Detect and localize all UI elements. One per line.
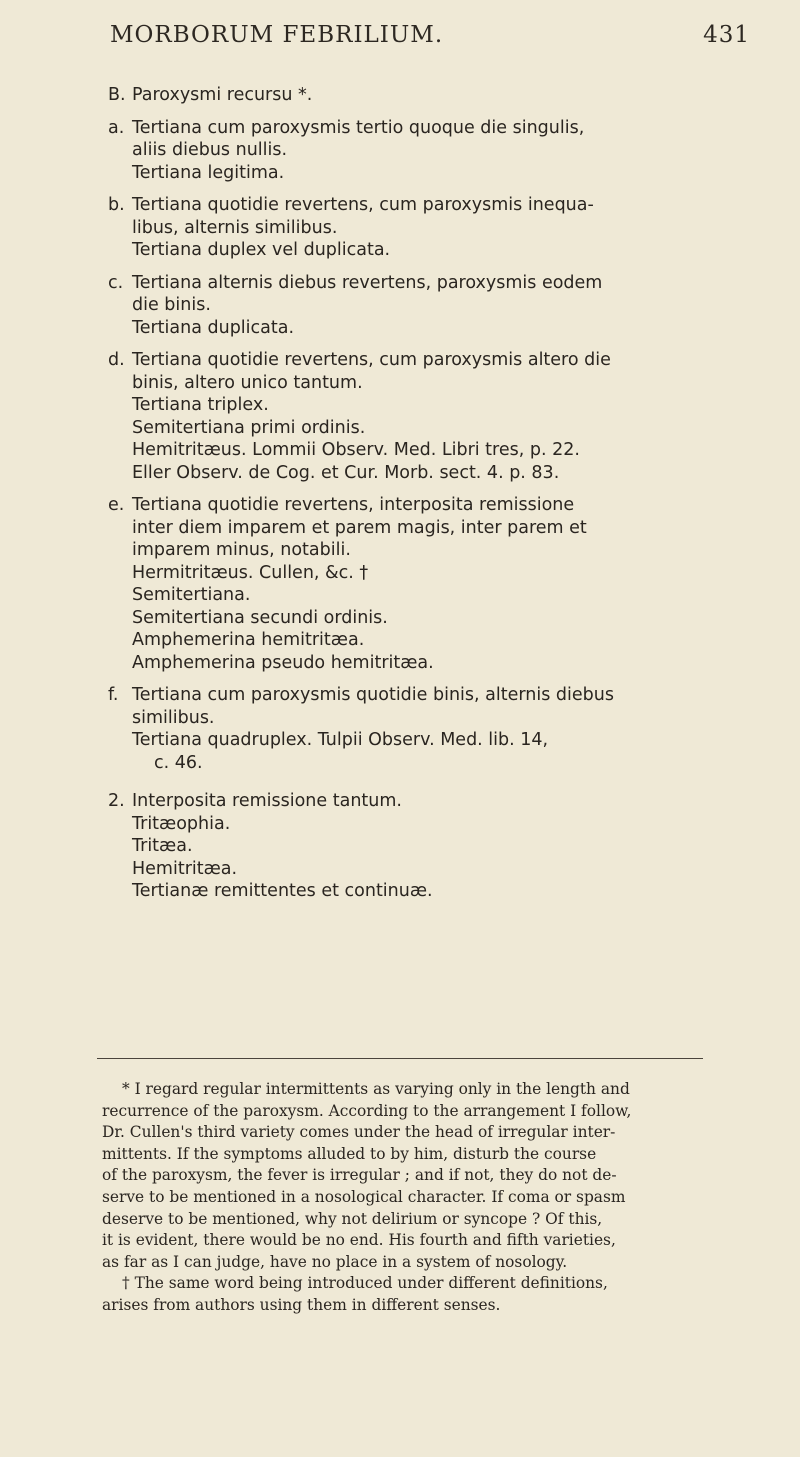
entry-line: Tertiana quotidie revertens, cum paroxysmis altero die	[132, 350, 611, 370]
synonym-line: Amphemerina pseudo hemitritæa.	[132, 652, 434, 673]
entry-line: Tertiana quotidie revertens, cum paroxysmis inequa-	[132, 195, 594, 215]
synonym-line: Hermitritæus. Cullen, &c. †	[132, 562, 369, 583]
footnote-rule	[97, 1058, 703, 1059]
running-head	[110, 22, 750, 52]
entry-label: a.	[108, 117, 125, 138]
synonym-line: Semitertiana secundi ordinis.	[132, 607, 388, 628]
synonym-line: Tertiana triplex.	[132, 395, 269, 415]
footnote-line: † The same word being introduced under different definitions,	[122, 1274, 608, 1293]
section-label: B.	[108, 85, 126, 105]
synonym-line: Tertiana duplex vel duplicata.	[132, 240, 391, 260]
entry-label: b.	[108, 195, 125, 215]
synonym-line: Semitertiana primi ordinis.	[132, 417, 366, 438]
entry-line: binis, altero unico tantum.	[132, 372, 363, 393]
entry-c	[104, 272, 704, 340]
synonym-line: c. 46.	[154, 752, 203, 773]
entries-list	[104, 107, 704, 775]
footnote-line: mittents. If the symptoms alluded to by him, disturb the course	[102, 1144, 597, 1163]
entry-line: Tertiana cum paroxysmis quotidie binis, alternis diebus	[132, 685, 614, 705]
entry-line: Tertiana cum paroxysmis tertio quoque die singulis,	[132, 117, 585, 138]
entry-label: d.	[108, 350, 125, 370]
synonym-line: Tritæa.	[132, 836, 193, 856]
synonym-line: Tertiana quadruplex. Tulpii Observ. Med. lib. 14,	[132, 730, 549, 750]
entry-label: e.	[108, 495, 125, 515]
footnote-line: serve to be mentioned in a nosological character. If coma or spasm	[102, 1187, 626, 1206]
synonym-line: Tertianæ remittentes et continuæ.	[132, 881, 433, 901]
entry-b	[104, 194, 704, 262]
footnotes	[102, 1079, 706, 1317]
entry-line: inter diem imparem et parem magis, inter parem et	[132, 517, 587, 538]
entry-line: libus, alternis similibus.	[132, 217, 338, 238]
section2-synonyms	[132, 813, 704, 903]
footnote-line: as far as I can judge, have no place in a system of nosology.	[102, 1252, 568, 1271]
synonym-line: Semitertiana.	[132, 585, 251, 605]
entry-line: Tertiana quotidie revertens, interposita remissione	[132, 495, 575, 515]
footnote-line: deserve to be mentioned, why not delirium or syncope ? Of this,	[102, 1209, 603, 1228]
synonym-line: Tertiana legitima.	[132, 162, 285, 183]
synonym-line: Eller Observ. de Cog. et Cur. Morb. sect. 4. p. 83.	[132, 462, 560, 483]
synonym-line: Tertiana duplicata.	[132, 317, 295, 338]
section2-label: 2.	[108, 791, 125, 811]
footnote-line: of the paroxysm, the fever is irregular ; and if not, they do not de-	[102, 1166, 617, 1185]
footnote-line: Dr. Cullen's third variety comes under the head of irregular inter-	[102, 1123, 616, 1142]
synonym-line: Hemitritæa.	[132, 858, 238, 879]
synonym-line: Tritæophia.	[132, 813, 231, 834]
entry-line: imparem minus, notabili.	[132, 540, 351, 560]
main-text	[104, 84, 704, 903]
entry-label: f.	[108, 685, 119, 705]
running-title: MORBORUM FEBRILIUM.	[110, 22, 444, 48]
synonym-line: Amphemerina hemitritæa.	[132, 630, 365, 650]
footnote-star	[102, 1079, 706, 1273]
footnote-dagger	[102, 1273, 706, 1316]
footnote-line: arises from authors using them in different senses.	[102, 1295, 501, 1314]
section2-text: Interposita remissione tantum.	[132, 791, 402, 811]
footnote-line: it is evident, there would be no end. His fourth and fifth varieties,	[102, 1231, 616, 1250]
page-number: 431	[703, 22, 750, 48]
entry-line: die binis.	[132, 295, 211, 315]
footnote-line: * I regard regular intermittents as varying only in the length and	[122, 1080, 630, 1098]
entry-line: similibus.	[132, 707, 215, 728]
section-text: Paroxysmi recursu *.	[132, 85, 313, 105]
footnote-line: recurrence of the paroxysm. According to the arrangement I follow,	[102, 1101, 632, 1120]
entry-e	[104, 494, 704, 674]
entry-a	[104, 117, 704, 185]
entry-line: aliis diebus nullis.	[132, 140, 288, 160]
entry-d	[104, 349, 704, 484]
synonym-line: Hemitritæus. Lommii Observ. Med. Libri tres, p. 22.	[132, 440, 580, 460]
section2-entry	[104, 790, 704, 903]
entry-label: c.	[108, 272, 124, 293]
entry-f	[104, 684, 704, 774]
section-heading	[104, 84, 704, 107]
entry-line: Tertiana alternis diebus revertens, paroxysmis eodem	[132, 272, 603, 293]
